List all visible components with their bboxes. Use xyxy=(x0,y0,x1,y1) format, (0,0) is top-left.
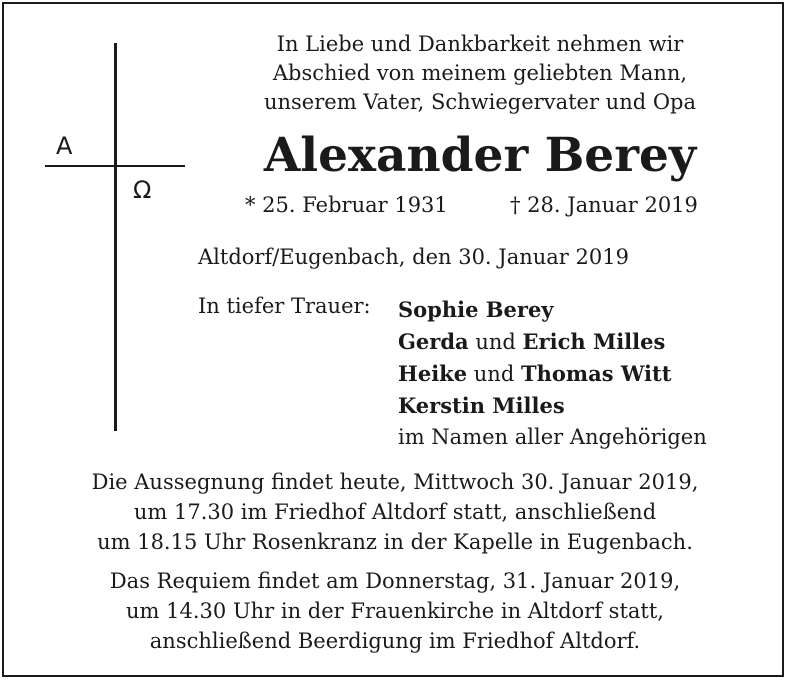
cross-vertical-bar xyxy=(114,43,117,431)
mourner-name: Gerda xyxy=(398,329,469,354)
mourner-name: Erich Milles xyxy=(522,329,666,354)
notice-line: um 17.30 im Friedhof Altdorf statt, anschließend xyxy=(133,500,657,524)
notice-line: Die Aussegnung findet heute, Mittwoch 30. Januar 2019, xyxy=(91,470,699,494)
omega-symbol: Ω xyxy=(133,176,152,204)
deceased-name: Alexander Berey xyxy=(263,128,697,183)
mourner-name: Kerstin Milles xyxy=(398,393,565,418)
notice-line: Das Requiem findet am Donnerstag, 31. Januar 2019, xyxy=(109,569,681,593)
mourner-line xyxy=(398,358,707,390)
intro-line: In Liebe und Dankbarkeit nehmen wir xyxy=(276,32,684,56)
mourners-list xyxy=(398,294,707,453)
requiem-notice xyxy=(0,566,790,656)
mourner-name: Heike xyxy=(398,361,468,386)
mourner-line xyxy=(398,390,707,422)
mourning-label: In tiefer Trauer: xyxy=(198,294,371,318)
place-date: Altdorf/Eugenbach, den 30. Januar 2019 xyxy=(198,245,629,269)
notice-line: um 18.15 Uhr Rosenkranz in der Kapelle in Eugenbach. xyxy=(97,530,693,554)
mourner-line: im Namen aller Angehörigen xyxy=(398,425,707,449)
conjunction: und xyxy=(473,362,515,386)
conjunction: und xyxy=(475,330,516,354)
mourner-line xyxy=(398,326,707,358)
death-date: † 28. Januar 2019 xyxy=(510,193,698,217)
intro-line: unserem Vater, Schwiegervater und Opa xyxy=(263,90,697,114)
intro-text xyxy=(120,30,790,117)
notice-line: anschließend Beerdigung im Friedhof Altdorf. xyxy=(149,629,641,653)
aussegnung-notice xyxy=(0,467,790,557)
alpha-symbol: A xyxy=(56,132,73,160)
notice-line: um 14.30 Uhr in der Frauenkirche in Altdorf statt, xyxy=(126,599,664,623)
mourner-line xyxy=(398,294,707,326)
intro-line: Abschied von meinem geliebten Mann, xyxy=(272,61,688,85)
birth-date: * 25. Februar 1931 xyxy=(245,193,448,217)
mourner-name: Thomas Witt xyxy=(520,361,672,386)
mourner-name: Sophie Berey xyxy=(398,297,554,322)
